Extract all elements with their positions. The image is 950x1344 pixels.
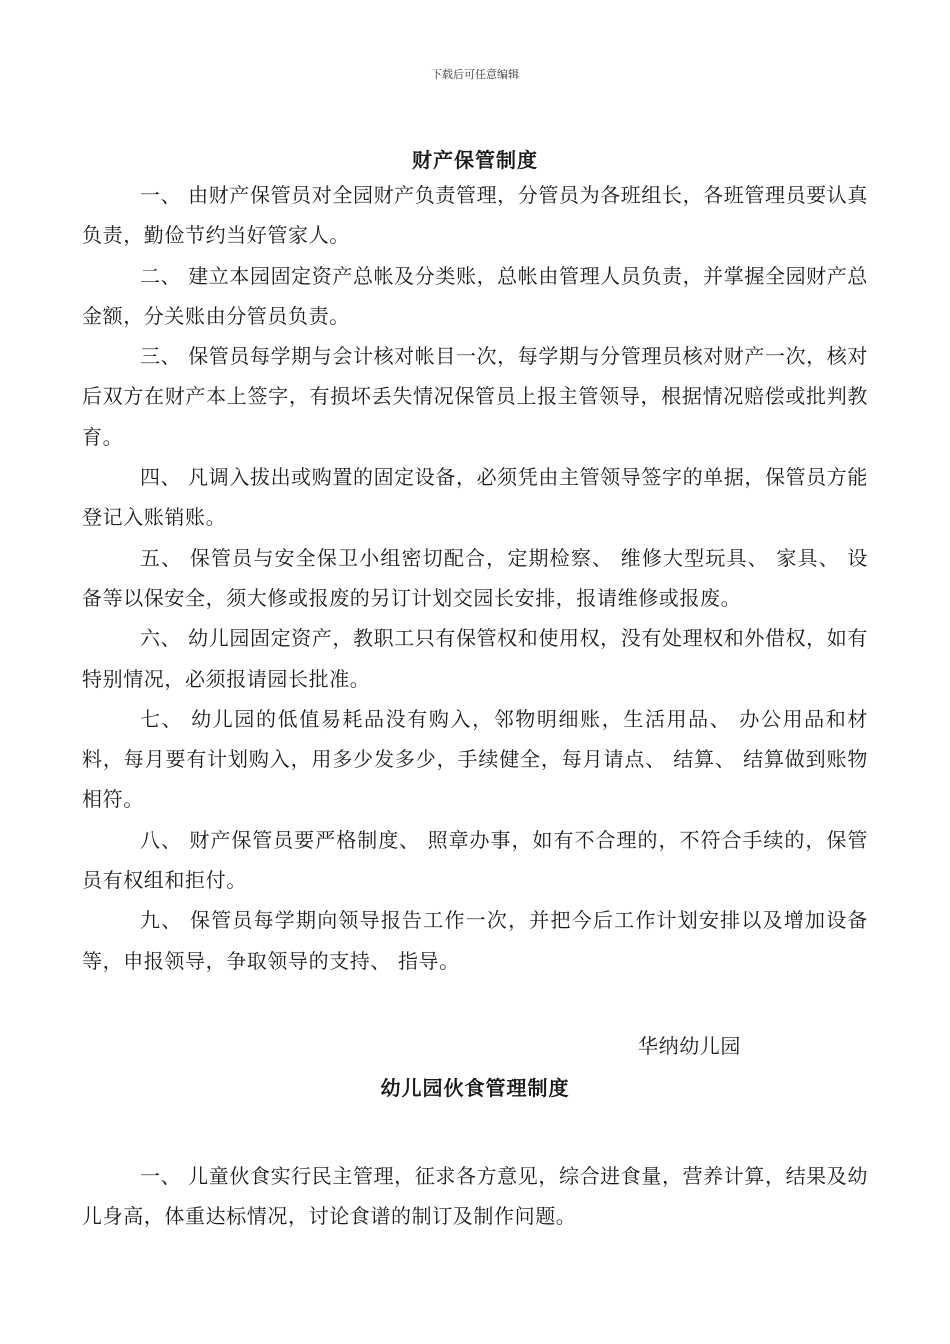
rule-paragraph-5: 五、 保管员与安全保卫小组密切配合，定期检察、 维修大型玩具、 家具、 设备等以保安全，须大修或报废的另订计划交园长安排，报请维修或报废。 [82,545,868,610]
document-title-food-management: 幼儿园伙食管理制度 [380,1076,570,1100]
rule-paragraph-9: 九、 保管员每学期向领导报告工作一次，并把今后工作计划安排以及增加设备等，申报领导，争取领导的支持、 指导。 [82,908,868,973]
rule-paragraph-4: 四、 凡调入拔出或购置的固定设备，必须凭由主管领导签字的单据，保管员方能登记入账销账。 [82,465,868,530]
rule-paragraph-2: 二、 建立本园固定资产总帐及分类账，总帐由管理人员负责，并掌握全园财产总金额，分关账由分管员负责。 [82,263,868,328]
document-title-property-management: 财产保管制度 [412,148,538,172]
rule-paragraph-7: 七、 幼儿园的低值易耗品没有购入，邻物明细账，生活用品、 办公用品和材料，每月要有计划购入，用多少发多少，手续健全，每月请点、 结算、 结算做到账物相符。 [82,706,868,812]
property-management-rules [82,175,868,981]
food-management-rules [82,1156,868,1237]
header-note: 下载后可任意编辑 [431,68,519,81]
rule-paragraph-1: 一、 由财产保管员对全园财产负责管理，分管员为各班组长，各班管理员要认真负责，勤俭节约当好管家人。 [82,183,868,248]
rule-paragraph-3: 三、 保管员每学期与会计核对帐目一次，每学期与分管理员核对财产一次，核对后双方在财产本上签字，有损坏丢失情况保管员上报主管领导，根据情况赔偿或批判教育。 [82,344,868,449]
rule-paragraph-6: 六、 幼儿园固定资产，教职工只有保管权和使用权，没有处理权和外借权，如有特别情况，必须报请园长批准。 [82,626,868,691]
food-rule-paragraph-1: 一、 儿童伙食实行民主管理，征求各方意见，综合进食量，营养计算，结果及幼儿身高，体重达标情况，讨论食谱的制订及制作问题。 [82,1164,868,1229]
signature-kindergarten-name: 华纳幼儿园 [638,1034,741,1058]
rule-paragraph-8: 八、 财产保管员要严格制度、 照章办事，如有不合理的，不符合手续的，保管员有权组和拒付。 [82,827,868,893]
